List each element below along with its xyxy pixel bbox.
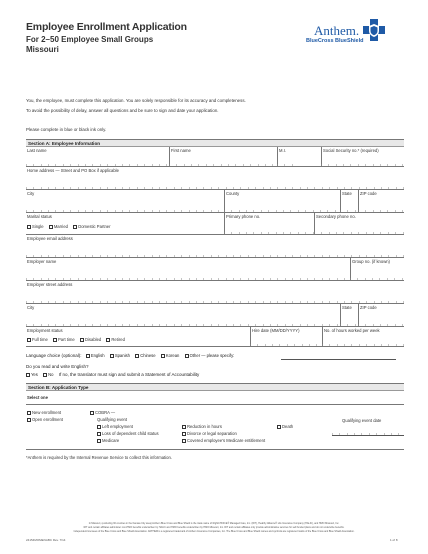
event-divorce[interactable]: Divorce or legal separation [182, 431, 237, 436]
language-spanish-checkbox[interactable]: Spanish [110, 353, 130, 358]
employment-part-time-checkbox[interactable]: Part time [53, 337, 75, 342]
employer-city-row [26, 304, 404, 327]
ssn-label: Social Security no.* (required) [323, 148, 379, 153]
marital-status-label: Marital status [27, 214, 52, 219]
ssn-footnote: *Anthem is required by the Internal Revenue Service to collect this information. [26, 455, 172, 460]
name-row [26, 147, 404, 167]
open-enrollment-option[interactable]: Open enrollment [27, 417, 63, 422]
form-title: Employee Enrollment Application [26, 21, 187, 33]
employer-street-field[interactable] [26, 301, 404, 304]
employer-street-row [26, 281, 404, 304]
secondary-phone-field[interactable] [314, 232, 404, 235]
employer-city-field[interactable] [26, 324, 340, 327]
marital-domestic-partner-checkbox[interactable]: Domestic Partner [73, 224, 110, 229]
mi-field[interactable] [277, 164, 294, 167]
language-english-checkbox[interactable]: English [86, 353, 105, 358]
event-reduction-in-hours[interactable]: Reduction in hours [182, 424, 222, 429]
read-write-row [26, 372, 199, 377]
employment-row [26, 327, 404, 347]
language-other-checkbox[interactable]: Other — please specify: [185, 353, 235, 358]
new-enrollment-option[interactable]: New enrollment [27, 410, 61, 415]
event-loss-of-dependent[interactable]: Loss of dependent child status [97, 431, 159, 436]
state-label: State [342, 191, 352, 196]
hours-label: No. of hours worked per week [324, 328, 380, 333]
primary-phone-field[interactable] [224, 232, 314, 235]
legal-footer-line: Independent licensees of the Blue Cross and Blue Shield Association. ANTHEM is a registered trademark of Anthem Insurance Companies, Inc. The Blue Cross and Blue Shield names and symbols are registered marks of the Blue Cross and Blue Shield Association. [73, 530, 355, 533]
page-number: 1 of 8 [390, 538, 398, 542]
hire-date-label: Hire date (MM/DD/YYYY) [252, 328, 300, 333]
read-write-yes-checkbox[interactable]: Yes [26, 372, 38, 377]
section-a-header: Section A: Employee Information [26, 139, 404, 147]
ssn-field[interactable] [321, 164, 404, 167]
legal-footer-line: RIT and certain affiliates administer non-HMO benefits underwritten by HALIC and HMO benefits underwritten by HMO Missouri, Inc. RIT and certain affiliates only provide administrative services for self-funded plans and do not underwrite benefits. [83, 526, 345, 529]
event-death[interactable]: Death [277, 424, 293, 429]
employment-disabled-checkbox[interactable]: Disabled [80, 337, 101, 342]
employer-city-label: City [27, 305, 35, 310]
email-field[interactable] [26, 255, 404, 258]
qualifying-event-date-label: Qualifying event date [342, 418, 382, 423]
bcbs-cross-shield-icon [362, 18, 386, 42]
cobra-option[interactable]: COBRA — [90, 410, 115, 415]
last-name-label: Last name [27, 148, 47, 153]
anthem-logo-text: Anthem. [314, 23, 360, 38]
last-name-field[interactable] [26, 164, 168, 167]
language-label: Language choice (optional): [26, 353, 82, 358]
translator-note: If no, the translator must sign and submit a Statement of Accountability [58, 372, 200, 377]
language-chinese-checkbox[interactable]: Chinese [135, 353, 155, 358]
form-number: 24154MOMENABC Rev. 7/14 [26, 538, 66, 542]
qualifying-event-date-field[interactable] [332, 428, 404, 436]
marital-married-checkbox[interactable]: Married [49, 224, 68, 229]
employer-zip-label: ZIP code [360, 305, 377, 310]
employer-state-label: State [342, 305, 352, 310]
select-one-label: Select one [27, 395, 48, 400]
county-field[interactable] [224, 210, 340, 213]
intro-line: To avoid the possibility of delay, answer all questions and be sure to sign and date your application. [26, 108, 219, 113]
language-korean-checkbox[interactable]: Korean [161, 353, 180, 358]
qualifying-event-label: Qualifying event [97, 417, 128, 422]
first-name-label: First name [171, 148, 191, 153]
intro-line: You, the employee, must complete this application. You are solely responsible for its accuracy and completeness. [26, 98, 246, 103]
legal-footer-line: In Missouri, (excluding 30 counties in the Kansas City area) Anthem Blue Cross and Blue Shield is the trade name of RightCHOICE® Managed Care, Inc. (RIT), Healthy Alliance® Life Insurance Company (HALIC), and HMO Missouri, Inc. [88, 522, 340, 525]
home-address-field[interactable] [26, 187, 404, 190]
employment-status-label: Employment status [27, 328, 63, 333]
form-subtitle: For 2–50 Employee Small Groups [26, 35, 154, 44]
employer-row [26, 258, 404, 281]
city-field[interactable] [26, 210, 224, 213]
event-left-employment[interactable]: Left employment [97, 424, 133, 429]
hire-date-field[interactable] [250, 344, 322, 347]
group-no-field[interactable] [350, 278, 404, 281]
employer-state-field[interactable] [340, 324, 358, 327]
home-address-row [26, 167, 404, 190]
zip-label: ZIP code [360, 191, 377, 196]
employer-name-label: Employer name [27, 259, 57, 264]
city-row [26, 190, 404, 213]
hours-field[interactable] [322, 344, 404, 347]
employment-full-time-checkbox[interactable]: Full time [27, 337, 48, 342]
bcbs-logo-text: BlueCross BlueShield [306, 38, 364, 44]
employer-name-field[interactable] [26, 278, 350, 281]
marital-single-checkbox[interactable]: Single [27, 224, 44, 229]
zip-field[interactable] [358, 210, 404, 213]
ink-note: Please complete in blue or black ink only. [26, 127, 107, 132]
form-state: Missouri [26, 45, 59, 54]
employer-street-label: Employer street address [27, 282, 73, 287]
employment-retired-checkbox[interactable]: Retired [106, 337, 125, 342]
county-label: County [226, 191, 240, 196]
language-row [26, 353, 238, 358]
city-label: City [27, 191, 35, 196]
language-other-field[interactable] [281, 359, 396, 360]
first-name-field[interactable] [169, 164, 276, 167]
employer-zip-field[interactable] [358, 324, 404, 327]
primary-phone-label: Primary phone no. [226, 214, 261, 219]
read-write-no-checkbox[interactable]: No [43, 372, 53, 377]
marital-phone-row [26, 213, 404, 235]
email-label: Employee email address [27, 236, 73, 241]
select-one-row [26, 391, 404, 405]
group-no-label: Group no. (if known) [352, 259, 390, 264]
secondary-phone-label: Secondary phone no. [316, 214, 356, 219]
section-b-divider [26, 449, 404, 450]
event-medicare-entitlement[interactable]: Covered employee’s Medicare entitlement [182, 438, 265, 443]
mi-label: M.I. [279, 148, 286, 153]
email-row [26, 235, 404, 258]
state-field[interactable] [340, 210, 358, 213]
section-b-header: Section B: Application Type [26, 383, 404, 391]
event-medicare[interactable]: Medicare [97, 438, 119, 443]
home-address-label: Home address — Street and PO Box if applicable [27, 168, 119, 173]
read-write-question: Do you read and write English? [26, 364, 89, 369]
